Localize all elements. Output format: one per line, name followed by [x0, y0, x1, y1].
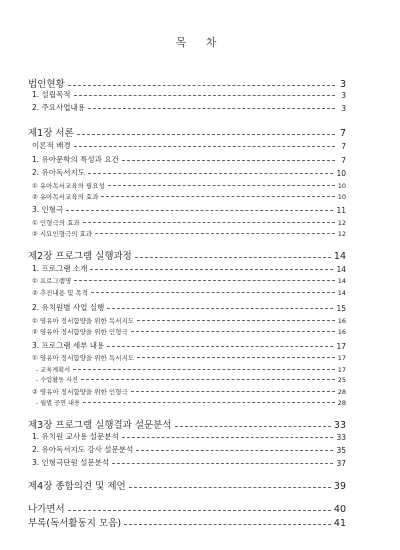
- toc-entry-label: 나가면서: [28, 504, 65, 515]
- toc-entry-page-number: 14: [337, 289, 346, 297]
- toc-entry-label: - 교육계획서: [36, 367, 71, 374]
- toc-entry-label: ② 시묘인형극의 효과: [32, 230, 93, 238]
- dotted-leader: [131, 391, 335, 392]
- toc-entry: [28, 76, 346, 90]
- dotted-leader: [68, 85, 335, 86]
- toc-entry: [28, 478, 346, 492]
- toc-entry-page-number: 3: [341, 91, 346, 100]
- dotted-leader: [131, 331, 335, 332]
- toc-entry-label: ② 영유아 정서함양을 위한 인형극: [32, 388, 128, 396]
- dotted-leader: [68, 510, 331, 511]
- dotted-leader: [77, 134, 335, 135]
- toc-entry-page-number: 37: [336, 459, 346, 468]
- toc-entry-label: 3. 인형극단원 설문분석: [32, 458, 110, 467]
- toc-entry: [28, 316, 346, 325]
- toc-entry: [28, 218, 346, 227]
- toc-entry-page-number: 17: [337, 366, 346, 374]
- toc-entry-label: 제4장 종합의견 및 제언: [28, 481, 126, 492]
- dotted-leader: [74, 146, 335, 147]
- toc-entry: [28, 167, 346, 178]
- toc-entry-page-number: 35: [336, 446, 346, 455]
- dotted-leader: [88, 108, 335, 109]
- toc-entry-label: 1. 유아문학의 특성과 요건: [32, 155, 119, 164]
- toc-entry-label: ① 인형극의 효과: [32, 219, 80, 227]
- dotted-leader: [107, 308, 333, 309]
- toc-entry-page-number: 3: [341, 104, 346, 113]
- toc-entry-page-number: 7: [341, 156, 346, 165]
- toc-entry: [28, 102, 346, 113]
- page-title: 목 차: [175, 36, 225, 49]
- toc-entry-page-number: 15: [336, 304, 346, 313]
- toc-entry-page-number: 41: [333, 518, 346, 529]
- toc-entry: [28, 302, 346, 313]
- toc-entry-page-number: 10: [336, 169, 346, 178]
- toc-entry-page-number: 33: [336, 433, 346, 442]
- dotted-leader: [73, 369, 335, 370]
- toc-entry: [28, 340, 346, 351]
- toc-entry-page-number: 7: [339, 128, 346, 139]
- dotted-leader: [74, 95, 335, 96]
- toc-entry-page-number: 14: [336, 265, 346, 274]
- dotted-leader: [81, 379, 335, 380]
- toc-entry: [28, 229, 346, 238]
- dotted-leader: [91, 292, 335, 293]
- toc-entry-label: 제1장 서론: [28, 128, 74, 139]
- toc-entry-page-number: 7: [341, 142, 346, 151]
- toc-entry-label: 2. 유아독서지도 강사 설문분석: [32, 445, 134, 454]
- dotted-leader: [66, 210, 333, 211]
- toc-entry: [28, 457, 346, 468]
- toc-entry-page-number: 11: [336, 206, 346, 215]
- toc-entry-label: 1. 유치원 교사용 설문분석: [32, 432, 119, 441]
- toc-entry-label: ② 영유아 정서함양을 위한 인형극: [32, 328, 128, 336]
- dotted-leader: [74, 280, 334, 281]
- toc-entry-label: ② 유아독서교육의 효과: [32, 193, 99, 201]
- toc-entry-page-number: 10: [337, 182, 346, 190]
- toc-entry-page-number: 28: [337, 388, 346, 396]
- toc-entry: [28, 501, 346, 515]
- toc-entry: [28, 375, 346, 384]
- toc-entry-label: ① 유아독서교육의 필요성: [32, 182, 105, 190]
- toc-entry-label: 이론적 배경: [32, 141, 71, 150]
- toc-entry-page-number: 14: [333, 251, 346, 262]
- toc-entry-label: - 월별 공연 내용: [36, 400, 80, 407]
- toc-entry: [28, 248, 346, 262]
- toc-entry: [28, 125, 346, 139]
- dotted-leader: [124, 524, 331, 525]
- toc-entry: [28, 515, 346, 529]
- toc-entry-page-number: 12: [337, 230, 346, 238]
- toc-entry-page-number: 25: [337, 376, 346, 384]
- toc-entry-label: 제3장 프로그램 실행결과 설문분석: [28, 420, 172, 431]
- toc-entry-label: 1. 설립목적: [32, 90, 71, 99]
- toc-entry-label: - 수업활동 사진: [36, 377, 79, 384]
- toc-entry-label: 2. 주요사업내용: [32, 103, 86, 112]
- toc-entry: [28, 431, 346, 442]
- toc-entry-label: ① 영유아 정서함양을 위한 독서지도: [32, 354, 134, 362]
- toc-entry-label: 3. 인형극: [32, 205, 64, 214]
- toc-entry-page-number: 10: [337, 193, 346, 201]
- toc-entry-label: ① 영유아 정서함양을 위한 독서지도: [32, 317, 134, 325]
- toc-entry: [28, 192, 346, 201]
- dotted-leader: [90, 269, 333, 270]
- dotted-leader: [108, 185, 335, 186]
- toc-entry-page-number: 39: [333, 481, 346, 492]
- toc-entry-page-number: 17: [337, 354, 346, 362]
- toc-entry: [28, 288, 346, 297]
- dotted-leader: [101, 196, 334, 197]
- toc-entry-page-number: 33: [333, 420, 346, 431]
- dotted-leader: [88, 173, 333, 174]
- toc-entry-page-number: 16: [337, 317, 346, 325]
- toc-entry-page-number: 12: [337, 219, 346, 227]
- toc-entry-page-number: 40: [333, 504, 346, 515]
- dotted-leader: [137, 320, 335, 321]
- dotted-leader: [107, 346, 333, 347]
- toc-entry: [28, 353, 346, 362]
- toc-entry: [28, 276, 346, 285]
- toc-entry-label: ① 프로그램명: [32, 277, 72, 285]
- dotted-leader: [175, 426, 331, 427]
- toc-entry: [28, 89, 346, 100]
- dotted-leader: [83, 222, 335, 223]
- toc-entry: [28, 140, 346, 151]
- toc-entry-page-number: 3: [339, 79, 346, 90]
- dotted-leader: [83, 402, 335, 403]
- toc-entry: [28, 365, 346, 374]
- dotted-leader: [112, 463, 333, 464]
- toc-entry: [28, 417, 346, 431]
- dotted-leader: [129, 487, 331, 488]
- dotted-leader: [122, 437, 334, 438]
- toc-entry-page-number: 17: [336, 342, 346, 351]
- toc-entry-label: 3. 프로그램 세부 내용: [32, 341, 105, 350]
- toc-entry-label: 법인현황: [28, 79, 65, 90]
- toc-entry: [28, 181, 346, 190]
- toc-entry-label: 제2장 프로그램 실행과정: [28, 251, 132, 262]
- toc-entry: [28, 387, 346, 396]
- dotted-leader: [122, 160, 335, 161]
- dotted-leader: [95, 233, 335, 234]
- toc-entry-label: ② 추진내용 및 목적: [32, 289, 88, 297]
- toc-entry-label: 2. 유치원별 사업 실행: [32, 303, 105, 312]
- toc-entry-page-number: 14: [337, 277, 346, 285]
- toc-entry-label: 부록(독서활동지 모음): [28, 518, 122, 529]
- dotted-leader: [136, 450, 333, 451]
- toc-entry: [28, 154, 346, 165]
- toc-entry-label: 1. 프로그램 소개: [32, 264, 88, 273]
- dotted-leader: [135, 257, 331, 258]
- toc-entry: [28, 263, 346, 274]
- toc-entry-page-number: 16: [337, 328, 346, 336]
- toc-entry: [28, 398, 346, 407]
- toc-entry: [28, 204, 346, 215]
- dotted-leader: [137, 357, 335, 358]
- toc-entry-page-number: 28: [337, 399, 346, 407]
- toc-entry: [28, 444, 346, 455]
- toc-entry: [28, 327, 346, 336]
- toc-entry-label: 2. 유아독서지도: [32, 168, 86, 177]
